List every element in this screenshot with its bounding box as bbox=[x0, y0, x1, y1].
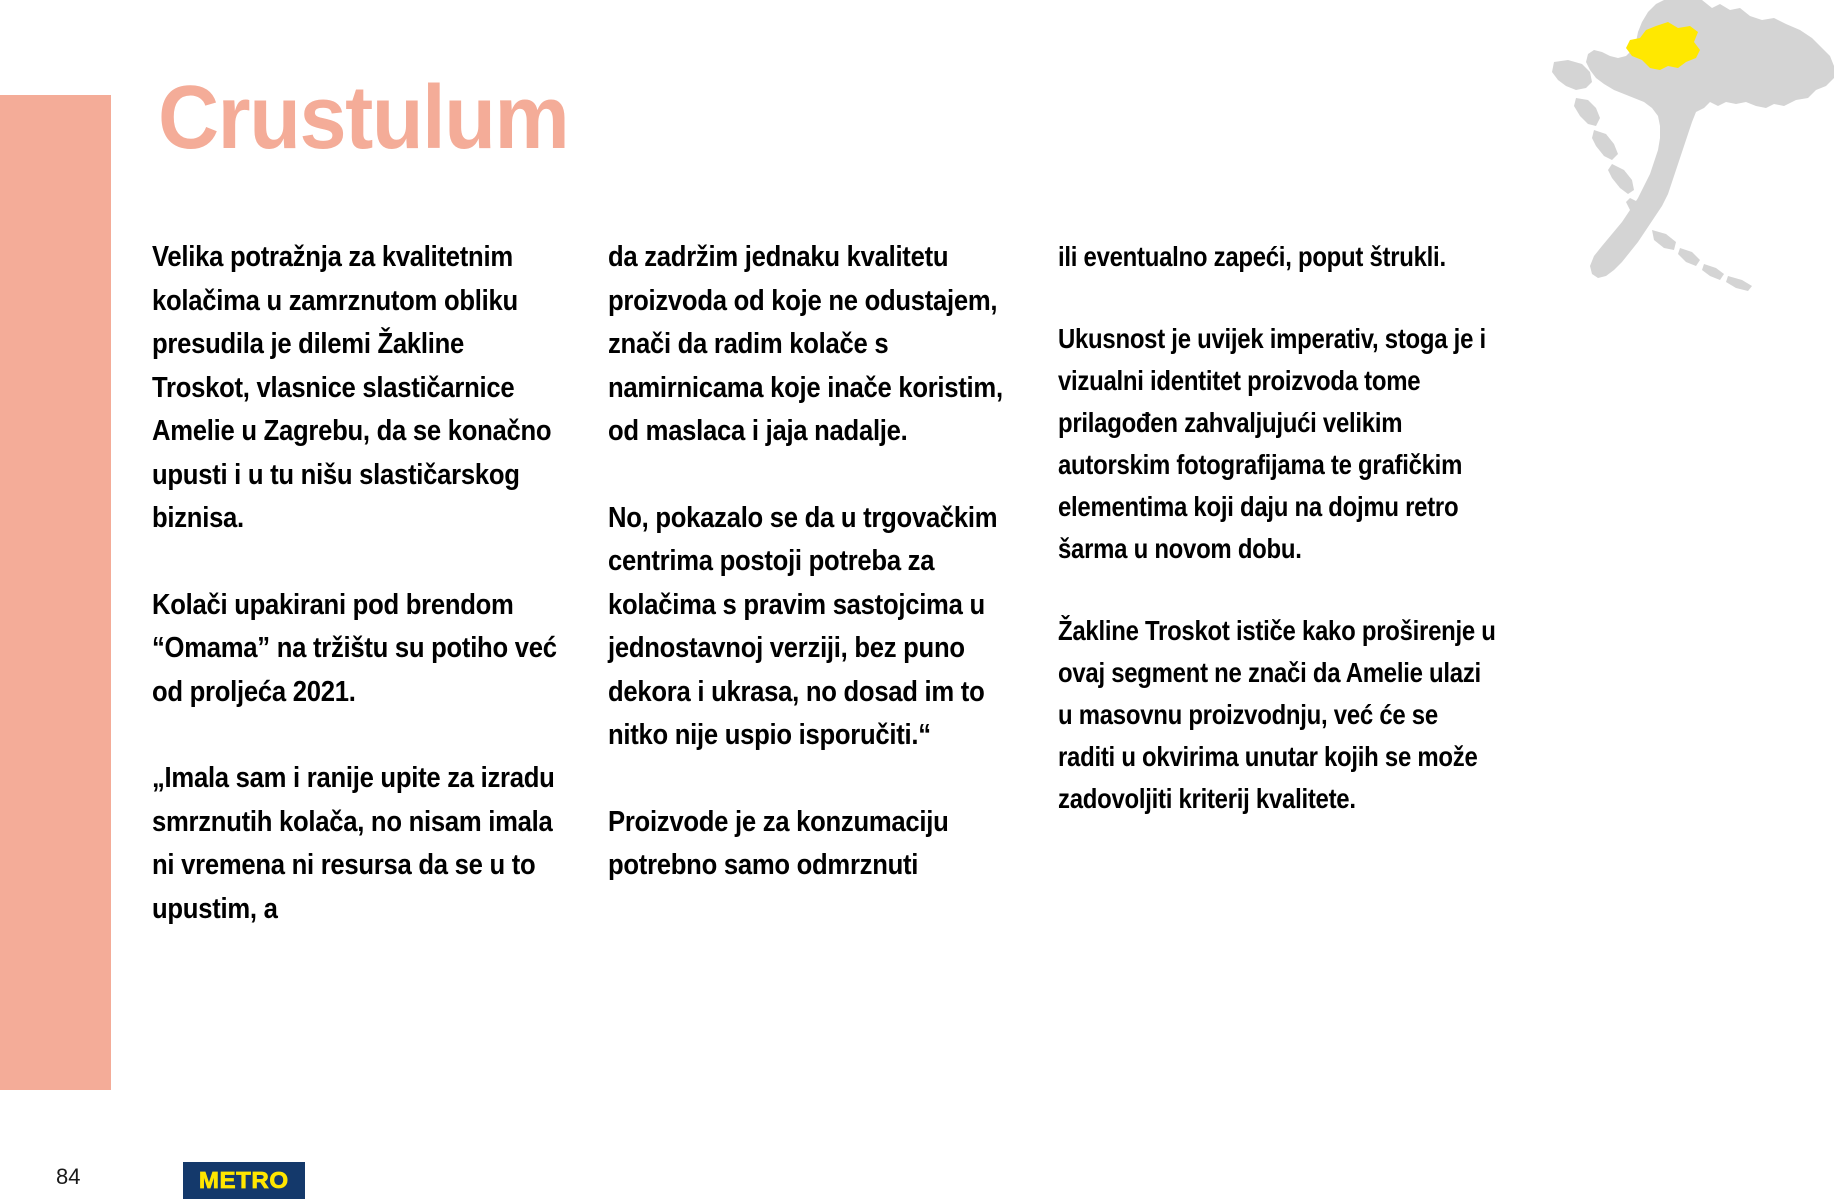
column-3 bbox=[1058, 236, 1512, 931]
paragraph: „Imala sam i ranije upite za izradu smrznutih kolača, no nisam imala ni vremena ni resursa da se u to upustim, a bbox=[152, 762, 555, 925]
left-accent-bar bbox=[0, 95, 111, 1090]
croatia-landmass bbox=[1552, 0, 1834, 291]
page-title: Crustulum bbox=[158, 68, 569, 168]
croatia-map-svg bbox=[1534, 0, 1834, 294]
paragraph: ili eventualno zapeći, poput štrukli. bbox=[1058, 241, 1446, 272]
paragraph: Žakline Troskot ističe kako proširenje u ovaj segment ne znači da Amelie ulazi u masovnu proizvodnju, već će se raditi u okvirima unutar kojih se može zadovoljiti kriterij kvalitete. bbox=[1058, 615, 1496, 814]
metro-logo bbox=[183, 1162, 305, 1199]
column-2 bbox=[608, 236, 1058, 931]
page-number: 84 bbox=[56, 1164, 81, 1189]
column-1 bbox=[152, 236, 608, 931]
paragraph: Velika potražnja za kvalitetnim kolačima u zamrznutom obliku presudila je dilemi Žakline Troskot, vlasnice slastičarnice Amelie u Zagrebu, da se konačno upusti i u tu nišu slastičarskog biznisa. bbox=[152, 241, 552, 534]
article-columns bbox=[152, 236, 1512, 931]
paragraph: Ukusnost je uvijek imperativ, stoga je i vizualni identitet proizvoda tome prilagođen zahvaljujući velikim autorskim fotografijama te grafičkim elementima koji daju na dojmu retro šarma u novom dobu. bbox=[1058, 323, 1486, 564]
paragraph: da zadržim jednaku kvalitetu proizvoda od koje ne odustajem, znači da radim kolače s namirnicama koje inače koristim, od maslaca i jaja nadalje. bbox=[608, 241, 1003, 447]
croatia-map bbox=[1534, 0, 1834, 294]
paragraph: Proizvode je za konzumaciju potrebno samo odmrznuti bbox=[608, 805, 949, 881]
zagreb-highlight bbox=[1626, 22, 1700, 70]
metro-logo-text: METRO bbox=[199, 1167, 289, 1193]
paragraph: Kolači upakirani pod brendom “Omama” na tržištu su potiho već od proljeća 2021. bbox=[152, 588, 557, 708]
paragraph: No, pokazalo se da u trgovačkim centrima postoji potreba za kolačima s pravim sastojcima u jednostavnoj verziji, bez puno dekora i ukrasa, no dosad im to nitko nije uspio isporučiti.“ bbox=[608, 501, 998, 751]
